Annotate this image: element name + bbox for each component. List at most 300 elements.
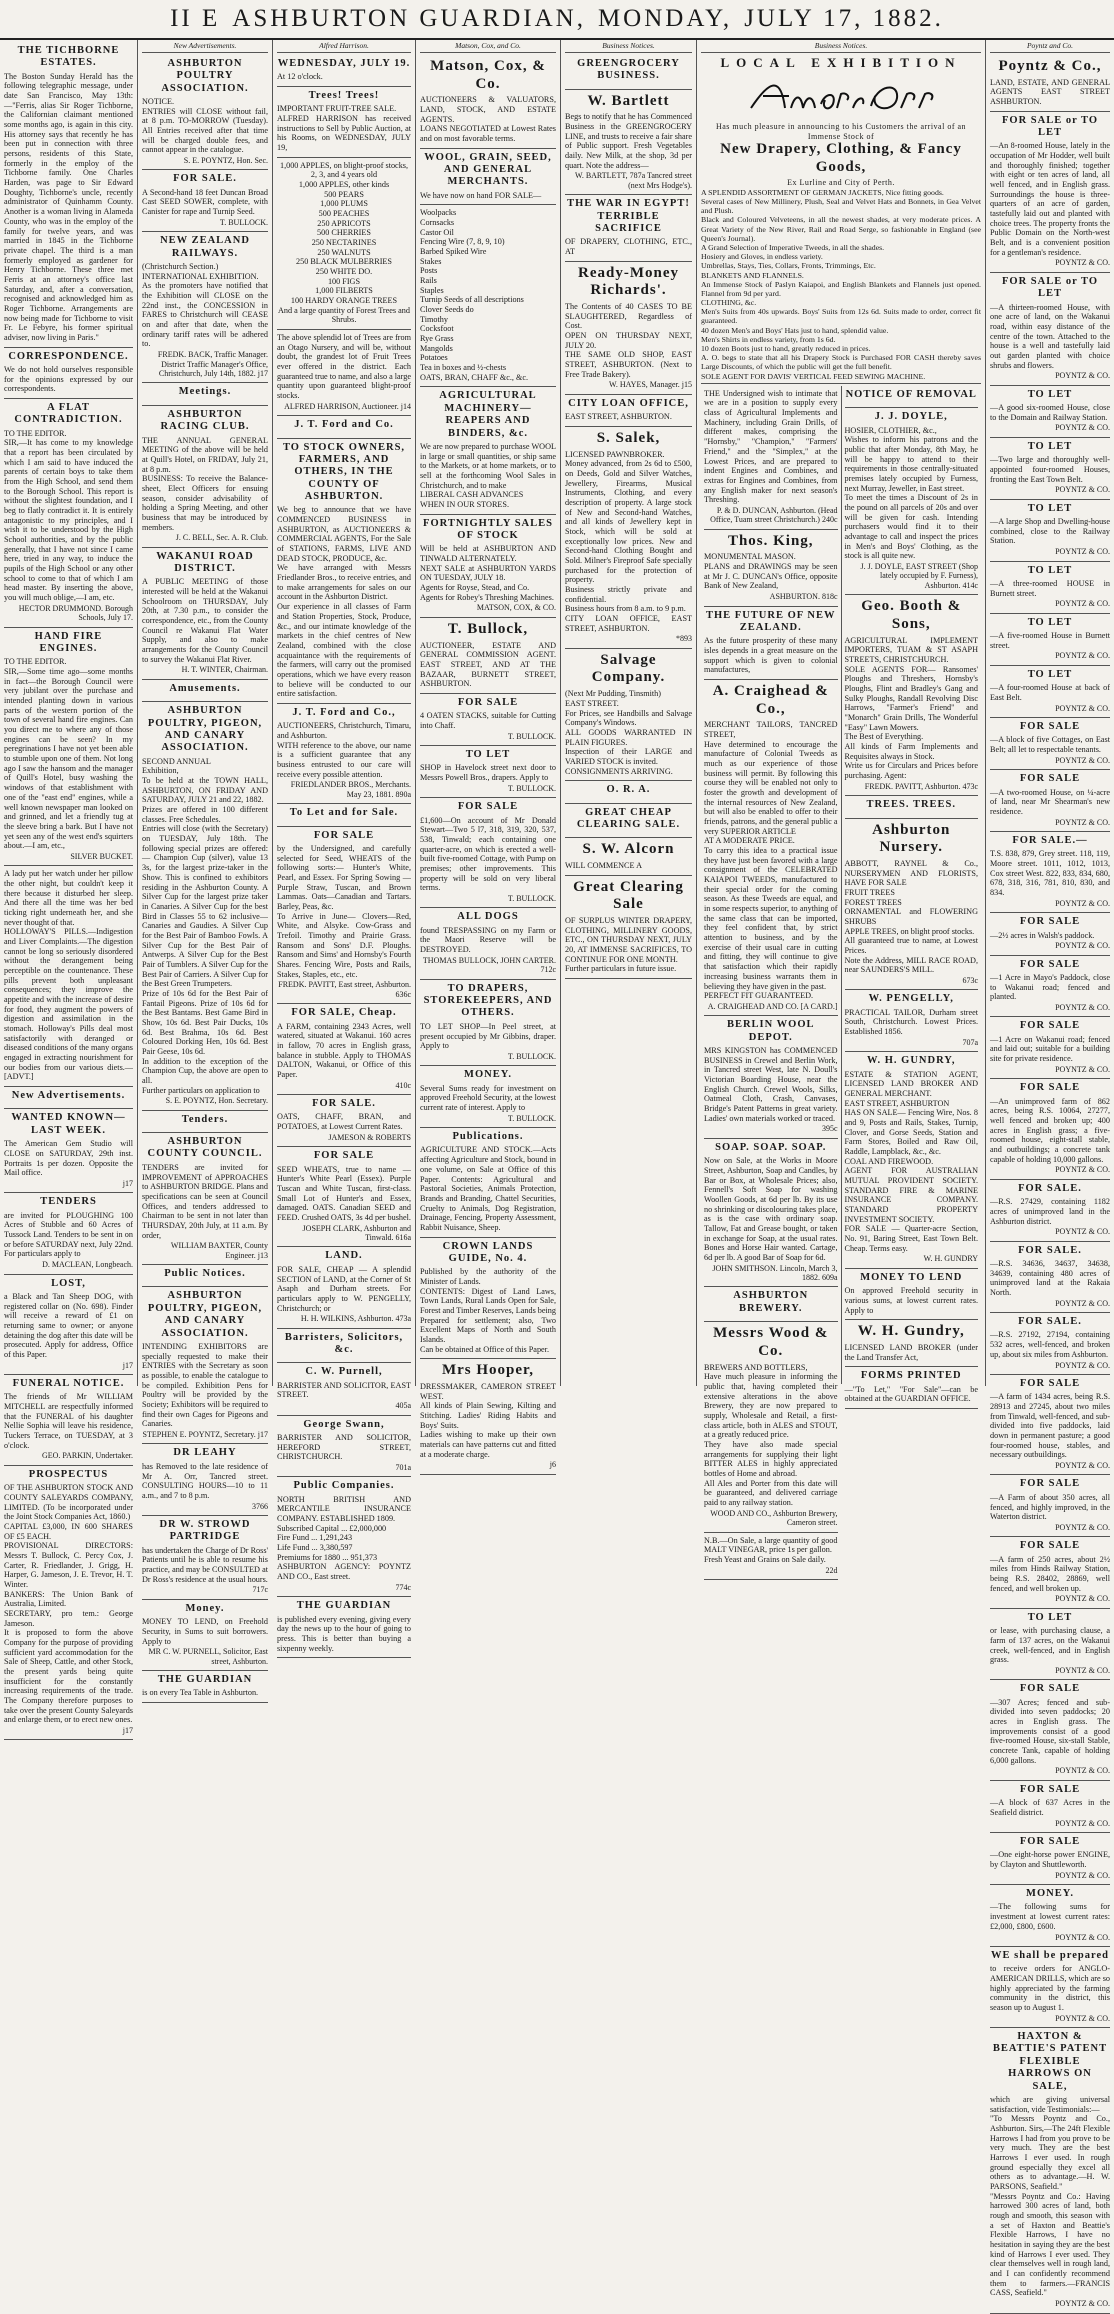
advertisement bbox=[420, 618, 556, 694]
advertisement bbox=[277, 1247, 411, 1328]
ad-title: CROWN LANDS GUIDE, No. 4. bbox=[442, 1240, 534, 1264]
ad-signature: POYNTZ & CO. bbox=[1055, 258, 1110, 268]
ad-title: CITY LOAN OFFICE, bbox=[568, 397, 689, 409]
ad-signature: POYNTZ & CO. bbox=[1055, 1818, 1110, 1828]
advertisement bbox=[565, 262, 692, 395]
ad-body: AUCTIONEERS & VALUATORS, LAND, STOCK, AND ESTATE AGENTS. LOANS NEGOTIATED at Lowest Rates and on most favorable terms. bbox=[420, 95, 556, 143]
advertisement bbox=[990, 55, 1110, 112]
ad-signature: JAMESON & ROBERTS bbox=[328, 1132, 411, 1142]
ad-body: —A three-roomed HOUSE in Burnett street. bbox=[990, 578, 1110, 598]
advertisement bbox=[845, 1269, 979, 1320]
advertisement bbox=[142, 1287, 268, 1444]
announcement-intro: Has much pleasure in announcing to his Customers the arrival of an Immense Stock of bbox=[715, 122, 967, 141]
advertisement bbox=[4, 348, 133, 399]
ad-body: IMPORTANT FRUIT-TREE SALE. ALFRED HARRISON has received instructions to Sell by Public Auction, at his Rooms, on WEDNESDAY, JULY 19, bbox=[277, 104, 411, 152]
advertisement bbox=[990, 1537, 1110, 1609]
wide-left-column bbox=[701, 386, 842, 1575]
ad-title: FORMS PRINTED bbox=[860, 1370, 962, 1382]
advertisement bbox=[142, 1600, 268, 1671]
advertisement bbox=[990, 1885, 1110, 1947]
ad-signature: j6 bbox=[549, 1460, 556, 1470]
ad-signature: W. BARTLETT, 787a Tancred street (next Mrs Hodge's). bbox=[575, 171, 692, 190]
ad-title: FOR SALE bbox=[1019, 1540, 1081, 1552]
ad-title: TO LET bbox=[1027, 564, 1073, 576]
advertisement bbox=[420, 387, 556, 514]
ad-body: ESTATE & STATION AGENT, LICENSED LAND BROKER AND GENERAL MERCHANT. EAST STREET, ASHBURTON HAS ON SALE— Fencing Wire, Nos. 8 and 9, Posts and Rails, Stakes, Turnip, Clover, and Gorse Seeds, Station and Farm Stores, Boiled and Raw Oil, Raddle, Lampblack, &c., &c. COAL AND FIREWOOD. AGENT FOR AUSTRALIAN MUTUAL PROVIDENT SOCIETY. STANDARD FIRE & MARINE INSURANCE COMPANY. STANDARD PROPERTY INVESTMENT SOCIETY. FOR SALE — Quarter-acre Section, No. 91, Baring Street, East Town Belt. Cheap. Terms easy. bbox=[844, 1069, 978, 1253]
ad-title: W. H. Gundry, bbox=[857, 1323, 965, 1340]
advertisement bbox=[565, 838, 692, 875]
ad-body: We do not hold ourselves responsible for the opinions expressed by our correspondents. bbox=[4, 364, 133, 394]
ad-title: WOOL, GRAIN, SEED, AND GENERAL MERCHANTS. bbox=[424, 151, 552, 188]
ad-body: by the Undersigned, and carefully selected for Seed, WHEATS of the following sorts:— Hunter's White, Pearl, and Essex. For Spring Sowing — Purple Straw, Tuscan, and Brown Lammas. Oats—Canadian and Tartars. Barley, Peas, &c. To Arrive in June— Clovers—Red, White, and Alsyke. Cow-Grass and Trefoil. Timothy and Prairie Grass. Ransom and Sons' D.F. Ploughs. Ransom and Sims' and Hornsby's Fourth Shares. Fencing Wire, Posts and Rails, Stakes, Staples, etc., etc. bbox=[277, 843, 411, 979]
masthead bbox=[0, 0, 1114, 40]
column-last bbox=[986, 40, 1114, 2309]
ad-body: —A thirteen-roomed House, with one acre of land, on the Wakanui road, within easy distance of the centre of the town. Attached to the house is a well and tastefully laid out garden planted with choice shrubs and flowers. bbox=[990, 302, 1110, 370]
ad-signature: POYNTZ & CO. bbox=[1055, 1932, 1110, 1942]
local-exhibition-banner: LOCAL EXHIBITION bbox=[720, 54, 962, 70]
ad-title: FOR SALE bbox=[313, 829, 375, 841]
ad-signature: MR C. W. PURNELL, Solicitor, East street, Ashburton. bbox=[148, 1647, 268, 1666]
advertisement bbox=[565, 90, 692, 196]
advertisement bbox=[845, 1052, 979, 1269]
ad-title: FOR SALE bbox=[457, 696, 519, 708]
ad-title: S. W. Alcorn bbox=[582, 841, 675, 858]
ad-title: BERLIN WOOL DEPOT. bbox=[726, 1019, 815, 1043]
ad-body: The Boston Sunday Herald has the following telegraphic message, under date San Francisco, May 13th:—"Ferris, alias Sir Roger Tichborne, the Californian claimant mentioned some months ago, is again in this city. His attorney says that recently he has been put in connection with three persons, residents of this State, formerly in the employ of the Tichborne family. One Charles Harden, was page to Sir Edward Doughty, Tichborne's uncle, recently administrator of Quinhamm County. Another is a woman living in Alameda County, who was in the employ of the family for twelve years, and was married in 1845 in the Tichborne private chapel. The third is a man formerly employed as gardener for Henry Tichborne. These three met Ferris at an attorney's office last Saturday, and, after a conversation, recognised and acknowledged him as Roger Tichborne. Arrangements are now being made for Tichborne to visit Fr. Le Febyre, his former spiritual adviser, now living in Paris." bbox=[4, 71, 133, 342]
advertisement bbox=[277, 416, 411, 438]
advertisement bbox=[4, 866, 133, 1087]
ad-title: FOR SALE. bbox=[1018, 1316, 1082, 1328]
ad-signature: POYNTZ & CO. bbox=[1055, 423, 1110, 433]
column-head: Business Notices. bbox=[701, 42, 981, 53]
advertisement bbox=[420, 798, 556, 908]
advertisement bbox=[142, 1444, 268, 1516]
ad-title: SOAP. SOAP. SOAP. bbox=[715, 1141, 827, 1153]
ad-body: We are now prepared to purchase WOOL in large or small quantities, or ship same to the Markets, or at home markets, or to sell at the forthcoming Wool Sales in Christchurch, and to make LIBERAL CASH ADVANCES WHEN IN OUR STORES. bbox=[420, 441, 556, 509]
ad-title: LAND. bbox=[325, 1250, 363, 1262]
ad-signature: j17 bbox=[122, 1360, 133, 1370]
announcement-headline-sub: Ex Lurline and City of Perth. bbox=[787, 178, 895, 188]
ad-body: MONEY TO LEND, on Freehold Security, in Sums to suit borrowers. Apply to bbox=[142, 1617, 268, 1646]
column-4 bbox=[416, 40, 561, 1470]
ad-title: Salvage Company. bbox=[591, 651, 666, 686]
advertisement bbox=[990, 832, 1110, 913]
ad-title: T. Bullock, bbox=[447, 620, 529, 637]
advertisement bbox=[565, 55, 692, 90]
advertisement bbox=[704, 1322, 838, 1532]
ad-signature: T. BULLOCK. bbox=[219, 217, 268, 227]
ad-body: (Christchurch Section.) INTERNATIONAL EXHIBITION. As the promoters have notified that the Exhibition will CLOSE on the 22nd inst., the CONCESSION in FARES to Christchurch will CEASE on and after that date, when the ordinary tariff rates will be adhered to. bbox=[142, 262, 268, 349]
ad-body: —An unimproved farm of 862 acres, being R.S. 10064, 27277, well fenced and broken up; 400 acres in English grass; a five-roomed house, eight-stall stable, and outbuildings; a concrete tank capable of holding 10,000 gallons. bbox=[990, 1096, 1110, 1164]
ad-title: FOR SALE. bbox=[1018, 1244, 1082, 1256]
ad-signature: POYNTZ & CO. bbox=[1055, 2013, 1110, 2023]
ad-body: We beg to announce that we have COMMENCED BUSINESS in ASHBURTON, as AUCTIONEERS & COMMERCIAL AGENTS, For the Sale of STATIONS, FARMS, LIVE AND DEAD STOCK, PRODUCE, &c. We have arranged with Messrs Friedlander Bros., to receive entries, and to make arrangements for sales on our account in the Ashburton District. Our experience in all classes of Farm and Station Properties, Stock, Produce, &c., and our intimate knowledge of the markets in the chief centres of New Zealand, combined with the close acquaintance with the requirements of the farmers, will carry out the promised operations, which we have every reason to believe will be conducted to our entire satisfaction. bbox=[277, 505, 411, 699]
ad-signature: POYNTZ & CO. bbox=[1055, 1522, 1110, 1532]
advertisement bbox=[420, 1066, 556, 1128]
advertisement bbox=[990, 112, 1110, 273]
divider bbox=[701, 383, 981, 384]
ad-title: Trees! Trees! bbox=[308, 89, 380, 101]
advertisement bbox=[277, 704, 411, 804]
ad-body: are invited for PLOUGHING 100 Acres of Stubble and 60 Acres of Tussock Land. Tenders to be sent in on or before SATURDAY next, July 22nd. For particulars apply to bbox=[4, 1210, 133, 1259]
ad-title: W. PENGELLY, bbox=[868, 993, 954, 1005]
ad-body: —A block of 637 Acres in the Seafield district. bbox=[990, 1798, 1110, 1817]
ad-title: FUNERAL NOTICE. bbox=[12, 1378, 125, 1390]
advertisement bbox=[420, 515, 556, 618]
ad-body: ABBOTT, RAYNEL & Co., NURSERYMEN AND FLORISTS, HAVE FOR SALE FRUIT TREES FOREST TREES ORNAMENTAL and FLOWERING SHRUBS APPLE TREES, on blight proof stocks. All guaranteed true to name, at Lowest Prices. Note the Address, MILL RACE ROAD, near SAUNDERS'S MILL. bbox=[844, 858, 978, 975]
ad-title: Great Clearing Sale bbox=[573, 878, 684, 913]
column-1 bbox=[0, 40, 138, 1736]
ad-body: AGRICULTURE AND STOCK.—Acts affecting Agriculture and Stock, bound in one volume, on Sale at Office of this Paper. Contents: Agricultural and Pastoral Societies, Animals Protection, Brands and Branding, Chattel Securities, Cruelty to Animals, Dog Registration, Drainage, Fencing, Property Assessment, Rabbit Nuisance, Sheep. bbox=[420, 1145, 556, 1232]
ad-title: THE WAR IN EGYPT! TERRIBLE SACRIFICE bbox=[567, 198, 690, 234]
ad-signature: 405a bbox=[395, 1401, 411, 1411]
ad-title: FOR SALE bbox=[1019, 1020, 1081, 1032]
ad-signature: 410c bbox=[395, 1080, 411, 1090]
ad-body: Published by the authority of the Minister of Lands. CONTENTS: Digest of Land Laws, Town Lands, Rural Lands Open for Sale, Forest and Timber Reserves, Lands being Prepared for settlement; also, Two Excellent Maps of North and South Islands. Can be obtained at Office of this Paper. bbox=[420, 1267, 556, 1354]
ad-signature: POYNTZ & CO. bbox=[1055, 1665, 1110, 1675]
column-head: Poyntz and Co. bbox=[990, 42, 1110, 53]
ad-title: WAKANUI ROAD DISTRICT. bbox=[156, 550, 254, 575]
ad-title: FOR SALE, Cheap. bbox=[291, 1007, 397, 1019]
ad-title: FOR SALE bbox=[1019, 1683, 1081, 1695]
ad-title: O. R. A. bbox=[606, 784, 651, 796]
ad-body: MONUMENTAL MASON. PLANS and DRAWINGS may be seen at Mr J. C. DUNCAN's Office, opposite Bank of New Zealand, bbox=[704, 552, 838, 591]
advertisement bbox=[277, 1363, 411, 1415]
ad-body: SECOND ANNUAL Exhibition, To be held at the TOWN HALL, ASHBURTON, ON FRIDAY AND SATURDAY, JULY 21 and 22, 1882. Prizes are offered in 100 different classes. Free Schedules. Entries will close (with the Secretary) on TUESDAY, July 18th. The following special prizes are offered:— Champion Cup (silver), value 13 3s, for the largest prize-taker in the Show. This is confined to exhibitors residing in the Ashburton County. A Silver Cup for the largest prize taker in Canaries. A Silver Cup for the best Bird in Classes 55 to 62 inclusive—Canaries and Gaudies. A Silver Cup for the Best Pair of Bamboo Fowls. A Silver Cup for the Best Pair of Antwerps. A Silver Cup for the Best Pair of Tumblers. A Silver Cup for the Best Pair of Carriers. A Silver Cup for the Best Green Trumpeters. Prize of 10s 6d for the Best Pair of Fantail Pigeons. Prize of 10s 6d for the Best Bantams. Best Game Bird in Show, 10s 6d. Best Pair Ducks, 10s 6d. Best Brahma, 10s 6d. Best Coloured Dorking Hen, 10s 6d. Best Pair Geese, 10s 6d. In addition to the exception of the Champion Cup, the above are open to all. Further particulars on application to bbox=[142, 756, 268, 1095]
ad-body: —"To Let," "For Sale"—can be obtained at the GUARDIAN OFFICE. bbox=[844, 1384, 978, 1404]
ad-signature: S. E. POYNTZ, Hon. Sec. bbox=[183, 156, 268, 165]
ad-title: GREENGROCERY BUSINESS. bbox=[577, 57, 680, 82]
ad-title: MONEY. bbox=[464, 1069, 512, 1081]
ad-title: FOR SALE or TO LET bbox=[1002, 275, 1098, 300]
advertisement bbox=[420, 1238, 556, 1360]
ad-signature: *893 bbox=[676, 634, 692, 644]
advertisement bbox=[845, 386, 979, 408]
ad-title: DR LEAHY bbox=[173, 1447, 237, 1459]
ad-body: As the future prosperity of these many isles depends in a great measure on the support which is given to colonial manufactures, bbox=[704, 636, 838, 675]
ad-body: N.B.—On Sale, a large quantity of good MALT VINEGAR, price 1s per gallon. Fresh Yeast and Grains on Sale daily. bbox=[704, 1535, 838, 1564]
ad-body: TO THE EDITOR. SIR,—It has come to my knowledge that a report has been circulated by which I am said to have induced the parents of certain boys to take them from the High School, and send them to the Borough School. This report is without the slightest foundation, and I beg to flatly contradict it. It is entirely antagonistic to my principles, and I wish it to be understood by the High School authorities, and by the public generally, that I have not since I came here, tried in any way, to induce the pupils of the High School or any other school to come to that of which I am head master. By inserting the above, you will much oblige,—I am, etc. bbox=[4, 428, 133, 603]
advertisement bbox=[704, 1016, 838, 1139]
ad-body: AGRICULTURAL IMPLEMENT IMPORTERS, TUAM & ST ASAPH STREETS, CHRISTCHURCH. SOLE AGENTS FOR— Ransomes' Ploughs and Threshers, Hornsby's Ploughs, Flint and Bradley's Gang and Sulky Ploughs, Randall Revolving Disc Harrows, "Farmer's Friend" and "Monarch" Grain Drills, The Wonderful "Easy" Lawn Mowers. The Best of Everything. All kinds of Farm Implements and Requisites always in Stock. Write us for Circulars and Prices before purchasing. Agent: bbox=[844, 635, 978, 781]
advertisement bbox=[565, 395, 692, 427]
ad-signature: POYNTZ & CO. bbox=[1055, 941, 1110, 951]
advertisement bbox=[4, 42, 133, 348]
ad-title: DR W. STROWD PARTRIDGE bbox=[159, 1518, 251, 1543]
ad-body: THE ANNUAL GENERAL MEETING of the above will be held at Quill's Hotel, on FRIDAY, July 21, at 8 p.m. BUSINESS: To receive the Balance-sheet, Elect Officers for ensuing season, consider advisability of holding a Spring Meeting, and other business that may be introduced by members. bbox=[142, 435, 268, 532]
column-head: Alfred Harrison. bbox=[277, 42, 411, 53]
ad-signature: FRIEDLANDER BROS., Merchants. May 23, 1881. 890a bbox=[290, 780, 411, 799]
ad-title: ASHBURTON POULTRY, PIGEON, AND CANARY ASSOCIATION. bbox=[147, 705, 263, 754]
ad-signature: SILVER BUCKET. bbox=[70, 851, 133, 861]
ad-title: TO LET bbox=[465, 749, 511, 761]
advertisement bbox=[704, 607, 838, 680]
advertisement bbox=[277, 827, 411, 1005]
advertisement bbox=[142, 232, 268, 383]
advertisement bbox=[277, 55, 411, 87]
advertisement bbox=[277, 1477, 411, 1597]
ad-body: NOTICE. ENTRIES will CLOSE without fail, at 8 p.m. TO-MORROW (Tuesday). All Entries received after that time will be charged double fees, and cannot appear in the catalogue. bbox=[142, 96, 268, 155]
ad-signature: W. HAYES, Manager. j15 bbox=[609, 380, 692, 390]
advertisement bbox=[142, 55, 268, 171]
advertisement bbox=[420, 908, 556, 979]
advertisement bbox=[704, 530, 838, 607]
advertisement bbox=[990, 1242, 1110, 1314]
ad-body: FOR SALE, CHEAP — A splendid SECTION of LAND, at the Corner of St Asaph and Durham streets. For particulars apply to W. PENGELLY, Christchurch; or bbox=[277, 1264, 411, 1313]
ad-signature: GEO. PARKIN, Undertaker. bbox=[41, 1451, 133, 1461]
ad-signature: FREDK. BACK, Traffic Manager. District Traffic Manager's Office, Christchurch, July 14th, 1882. j17 bbox=[157, 350, 268, 378]
advertisement bbox=[277, 158, 411, 330]
ad-title: FOR SALE bbox=[1019, 1478, 1081, 1490]
advertisement bbox=[565, 876, 692, 979]
advertisement bbox=[142, 680, 268, 702]
advertisement bbox=[277, 439, 411, 704]
ad-title: FOR SALE bbox=[1019, 1835, 1081, 1847]
ad-title: Thos. King, bbox=[727, 532, 814, 549]
ad-body: —A good six-roomed House, close to the Domain and Railway Station. bbox=[990, 403, 1110, 422]
ad-signature: 22d bbox=[825, 1565, 838, 1575]
ad-body: —A large Shop and Dwelling-house combined, close to the Railway Station. bbox=[990, 517, 1110, 546]
advertisement bbox=[704, 1287, 838, 1322]
ad-title: FOR SALE bbox=[1019, 773, 1081, 785]
ad-body: A lady put her watch under her pillow the other night, but couldn't keep it there because it disturbed her sleep. And there all the time was her bed ticking right underneath her, and she never thought of that. HOLLOWAY'S PILLS.—Indigestion and Liver Complaints.—The digestion cannot be long so seriously disordered without the derangement being perceptible on the countenance. These pills prevent both unpleasant consequences; they improve the appetite and with the increase of desire for food, they augment the powers of digestion and assimilation in the stomach. Holloway's Pills deal most satisfactorily with deranged or diseased conditions of the many organs engaged in extracting nourishment for our bodies from our various diets.—[ADVT.] bbox=[4, 869, 133, 1082]
ad-title: FOR SALE or TO LET bbox=[1002, 114, 1098, 138]
advertisement bbox=[142, 1516, 268, 1600]
ad-title: FOR SALE bbox=[1019, 916, 1081, 928]
advertisement bbox=[277, 1004, 411, 1095]
ad-body: PRACTICAL TAILOR, Durham street South, Christchurch. Lowest Prices. Established 1856. bbox=[844, 1007, 978, 1037]
ad-title: FOR SALE bbox=[313, 1150, 375, 1162]
ad-signature: W. H. GUNDRY bbox=[923, 1254, 978, 1264]
wide-right-column bbox=[842, 386, 982, 1404]
advertisement bbox=[142, 1111, 268, 1133]
ad-body: BARRISTER AND SOLICITOR, HEREFORD STREET, CHRISTCHURCH. bbox=[277, 1432, 411, 1462]
advertisement bbox=[420, 55, 556, 149]
ad-body: a Black and Tan Sheep DOG, with registered collar on (No. 698). Finder will receive a reward of £1 on returning same to owner; or anyone detaining the dog after this date will be prosecuted. Apply for address, Office of this Paper. bbox=[4, 1291, 133, 1359]
ad-body: INTENDING EXHIBITORS are specially requested to make their ENTRIES with the Secretary as soon as possible, to enable the catalogue to be compiled. Exhibition Pens for Poultry will be provided by the Society; Exhibitors will be required to find their own Cages for Pigeons and Canaries. bbox=[142, 1341, 268, 1429]
ad-body: The Contents of 40 CASES TO BE SLAUGHTERED, Regardless of Cost. OPEN ON THURSDAY NEXT, JULY 20. THE SAME OLD SHOP, EAST STREET, ASHBURTON. (Next to Free Trade Bakery). bbox=[565, 302, 692, 379]
ad-title: Tenders. bbox=[181, 1113, 229, 1125]
ad-title: Money. bbox=[185, 1602, 225, 1614]
ad-title: LOST, bbox=[51, 1277, 86, 1289]
ad-signature: POYNTZ & CO. bbox=[1055, 1360, 1110, 1370]
ad-body: OATS, CHAFF, BRAN, and POTATOES, at Lowest Current Rates. bbox=[277, 1112, 411, 1132]
ad-body: —R.S. 27429, containing 1182 acres of unimproved land in the Ashburton district. bbox=[990, 1197, 1110, 1226]
ad-signature: POYNTZ & CO. bbox=[1055, 1298, 1110, 1308]
advertisement bbox=[990, 1017, 1110, 1079]
ad-body: TO THE EDITOR. SIR,—Some time ago—some months in fact—the Borough Council were very jubilant over the purchase and intended planting down in various parts of the western portion of the town of several hand fire engines. Can you direct me to where any of those engines can be seen? In my peregrinations I have not yet been able to stumble upon one of them. Not long ago I saw the hansom and the manager of Quill's Hotel, busy washing the windows of that establishment with one of the "east end" engines, while a well known newspaper man looked on and grinned, and let a friendly tug at the sleeve bring a bark. But I have not yet seen any of the west end's squirters about.—I am, etc., bbox=[4, 657, 133, 851]
ad-title: WANTED KNOWN—LAST WEEK. bbox=[11, 1112, 126, 1136]
ad-title: A FLAT CONTRADICTION. bbox=[14, 401, 123, 426]
ad-body: —One eight-horse power ENGINE, by Clayton and Shuttleworth. bbox=[990, 1850, 1110, 1869]
ad-signature: J. J. DOYLE, EAST STREET (Shop lately occupied by F. Furness), Ashburton. 414c bbox=[860, 561, 978, 590]
ad-body: The above splendid lot of Trees are from an Otago Nursery, and will be, without doubt, the grandest lot of Fruit Trees ever offered in the district. Each guaranteed true to name, and also a large quantity upon guaranteed blight-proof stocks. bbox=[277, 333, 411, 401]
advertisement bbox=[990, 1781, 1110, 1833]
ad-title: Matson, Cox, & Co. bbox=[430, 57, 546, 92]
advertisement bbox=[704, 1533, 838, 1580]
ad-body: Several Sums ready for investment on approved Freehold Security, at the lowest current rate of interest. Apply to bbox=[420, 1083, 556, 1112]
ad-signature: 395c bbox=[821, 1124, 838, 1134]
advertisement bbox=[565, 804, 692, 839]
ad-body: MRS KINGSTON has COMMENCED BUSINESS in Crewel and Berlin Work, in Tancred street West, late N. Doull's Victorian Boarding House, near the English Church. Crewel Wools, Silks, Oatmeal Cloth, Crash, Canvases, Bridge's Patent Patterns in great variety. Ladies' own materials worked or traced. bbox=[704, 1046, 838, 1123]
ad-body: which are giving universal satisfaction, vide Testimonials:— "To Messrs Poyntz and Co., Ashburton. Sirs,—The 24ft Flexible Harrows I had from you prove to be very much. They are the best Harrows I ever used. In rough ground especially they excel all others as to advantage.—H. W. PARSONS, Seafield." "Messrs Poyntz and Co.: Having harrowed 300 acres of land, both rough and smooth, this season with a set of Haxton and Beattie's Flexible Harrows, I have no hesitation in saying they are the best kind of Harrows I ever used. They clear themselves well in rough land, and I can confidently recommend them to farmers.—FRANCIS CASS, Seafield." bbox=[990, 2094, 1110, 2298]
ad-body: We have now on hand FOR SALE— bbox=[420, 190, 542, 200]
ad-title: W. Bartlett bbox=[587, 92, 670, 109]
columns-container bbox=[0, 40, 1114, 2309]
ad-signature: T. BULLOCK. bbox=[507, 731, 556, 741]
advertisement bbox=[704, 680, 838, 1016]
ad-title: C. W. Purnell, bbox=[305, 1366, 383, 1378]
ad-body: 1,000 APPLES, on blight-proof stocks, 2, 3, and 4 years old 1,000 APPLES, other kinds 500 PEARS 1,000 PLUMS 500 PEACHES 250 APRICOTS 500 CHERRIES 250 NECTARINES 250 WALNUTS 250 BLACK MULBERRIES 250 WHITE DO. 100 FIGS 1,000 FILBERTS 100 HARDY ORANGE TREES And a large quantity of Forest Trees and Shrubs. bbox=[278, 160, 410, 325]
ad-signature: ALFRED HARRISON, Auctioneer. j14 bbox=[284, 401, 411, 411]
ad-title: Messrs Wood & Co. bbox=[713, 1325, 829, 1359]
column-wide bbox=[697, 40, 986, 1575]
ad-signature: T. BULLOCK. bbox=[507, 894, 556, 903]
ad-signature: H. T. WINTER, Chairman. bbox=[181, 665, 268, 675]
ad-title: FOR SALE.— bbox=[1012, 834, 1088, 846]
ad-body: has undertaken the Charge of Dr Ross' Patients until he is able to resume his practice, and may be CONSULTED at Dr Ross's residence at the usual hours. bbox=[142, 1545, 268, 1584]
ad-body: TO LET SHOP—In Peel street, at present occupied by Mr Gibbins, draper. Apply to bbox=[420, 1021, 556, 1051]
column-head: New Advertisements. bbox=[142, 42, 268, 53]
ad-body: has Removed to the late residence of Mr A. Orr, Tancred street. CONSULTING HOURS—10 to 11 a.m., and 7 to 8 p.m. bbox=[142, 1461, 268, 1500]
ad-signature: 673c bbox=[962, 975, 978, 985]
ad-title: NOTICE OF REMOVAL bbox=[845, 388, 977, 400]
ad-signature: A. CRAIGHEAD AND CO. [A CARD.] bbox=[707, 1001, 838, 1011]
ad-body: T.S. 838, 879, Grey street. 118, 119, Moore street. 1011, 1012, 1013, Cox street West. 822, 833, 834, 680, 678, 318, 316, 781, 810, 830, and 834. bbox=[990, 849, 1110, 898]
advertisement bbox=[990, 438, 1110, 500]
advertisement bbox=[990, 273, 1110, 386]
ad-signature: POYNTZ & CO. bbox=[1055, 703, 1110, 713]
ad-signature: POYNTZ & CO. bbox=[1055, 651, 1110, 661]
announcement-body: A SPLENDID ASSORTMENT OF GERMAN JACKETS, Nice fitting goods. Several cases of New Millinery, Plush, Seal and Velvet Hats and Bonnets, in Gea Velvet and Plush. Black and Coloured Velveteens, in all the newest shades, at very moderate prices. A Great Variety of the New River, Rail and Road Serge, so fashionable in England (see Queen's Journal). A Grand Selection of Imperative Tweeds, in all the shades. Hosiery and Gloves, in endless variety. Umbrellas, Stays, Ties, Collars, Fronts, Trimmings, Etc. BLANKETS AND FLANNELS. An Immense Stock of Paslyn Kaiapoi, and English Blankets and Flannels just opened. Flannel from 9d per yard. CLOTHING, &c. Men's Suits from 40s upwards. Boys' Suits from 12s 6d. Suits made to order, correct fit guaranteed. 40 dozen Men's and Boys' Hats just to hand, splendid value. Men's Shirts in endless variety, from 1s 6d. 10 dozen Boots just to hand, greatly reduced in prices. A. O. begs to state that all his Drapery Stock is Purchased FOR CASH thereby saves Large Discounts, of which the public will get the full benefit. SOLE AGENT FOR DAVIS' VERTICAL FEED SEWING MACHINE. bbox=[701, 187, 981, 381]
advertisement bbox=[845, 595, 979, 796]
ad-title: ALL DOGS bbox=[457, 911, 519, 923]
ad-title: THE TICHBORNE ESTATES. bbox=[17, 45, 120, 69]
advertisement bbox=[277, 1147, 411, 1247]
ad-title: S. Salek, bbox=[596, 429, 661, 446]
ad-body: —A farm of 1434 acres, being R.S. 28913 and 27245, about two miles from Tinwald, well-fenced, and sub-divided into five paddocks, laid down in permanent pasture; a good four-roomed house, stables, and necessary outbuildings. bbox=[990, 1392, 1110, 1460]
ad-title: New Advertisements. bbox=[11, 1090, 126, 1102]
ad-title: W. H. GUNDRY, bbox=[866, 1055, 956, 1067]
advertisement bbox=[420, 980, 556, 1067]
signature-flourish-icon bbox=[741, 74, 941, 118]
ad-title: GREAT CHEAP CLEARING SALE. bbox=[576, 806, 681, 830]
advertisement bbox=[4, 1109, 133, 1193]
ad-title: WE shall be prepared bbox=[991, 1949, 1109, 1961]
ad-signature: H. H. WILKINS, Ashburton. 473a bbox=[300, 1314, 411, 1324]
ad-body: AUCTIONEERS, Christchurch, Timaru, and Ashburton. WITH reference to the above, our name is a sufficient guarantee that any business entrusted to our care will receive every possible attention. bbox=[277, 721, 411, 779]
ad-signature: POYNTZ & CO. bbox=[1055, 485, 1110, 495]
ad-body: SHOP in Havelock street next door to Messrs Powell Bros., drapers. Apply to bbox=[420, 763, 556, 783]
ad-title: Geo. Booth & Sons, bbox=[861, 598, 962, 632]
ad-title: J. T. Ford and Co., bbox=[292, 706, 396, 718]
ad-body: A Second-hand 18 feet Duncan Broad Cast SEED SOWER, complete, with Canister for rape and Turnip Seed. bbox=[142, 187, 268, 217]
ad-body: BREWERS AND BOTTLERS, Have much pleasure in informing the public that, having completed their extensive alterations in the above Brewery, they are now prepared to supply, Wholesale and Retail, a first-class article, both in ALES and STOUT, at a greatly reduced price. They have also made special arrangements for supplying their light BITTER ALES in highly appreciated bottles of Home and abroad. All Ales and Porter from this date will be guaranteed, and delivered carriage paid to any railway station. bbox=[704, 1362, 838, 1508]
ad-title: J. J. DOYLE, bbox=[874, 411, 948, 423]
advertisement bbox=[420, 694, 556, 746]
ad-title: ASHBURTON POULTRY ASSOCIATION. bbox=[161, 57, 249, 94]
ad-title: FOR SALE bbox=[1019, 1377, 1081, 1389]
ad-title: Public Companies. bbox=[293, 1480, 395, 1492]
ad-title: ASHBURTON POULTRY, PIGEON, AND CANARY ASSOCIATION. bbox=[147, 1290, 263, 1339]
ad-signature: WOOD AND CO., Ashburton Brewery, Cameron street. bbox=[710, 1508, 838, 1528]
advertisement bbox=[990, 718, 1110, 770]
advertisement bbox=[565, 781, 692, 803]
ad-body: —The following sums for investment at lowest current rates: £2,000, £800, £600. bbox=[990, 1902, 1110, 1931]
ad-signature: POYNTZ & CO. bbox=[1055, 1766, 1110, 1776]
ad-signature: j17 bbox=[122, 1726, 133, 1736]
ad-body: —A farm of 250 acres, about 2½ miles from Hinds Railway Station, being R.S. 28402, 28869, well fenced, and well broken up. bbox=[990, 1554, 1110, 1593]
ad-title: TO LET bbox=[1027, 668, 1073, 680]
masthead-date: JULY 17, 1882. bbox=[744, 5, 944, 32]
column-head: Business Notices. bbox=[565, 42, 692, 53]
ad-body: —1 Acre in Mayo's Paddock, close to Wakanui road; fenced and planted. bbox=[990, 972, 1110, 1002]
ad-signature: FREDK. PAVITT, Ashburton. 473c bbox=[864, 781, 978, 791]
ad-title: THE GUARDIAN bbox=[157, 1674, 253, 1686]
ad-body: At 12 o'clock. bbox=[277, 72, 323, 82]
ad-body: —R.S. 27192, 27194, containing 532 acres, well-fenced, and broken up, about six miles from Ashburton. bbox=[990, 1330, 1110, 1359]
ad-body: —1 Acre on Wakanui road; fenced and laid out; suitable for a building site for private residence. bbox=[990, 1034, 1110, 1064]
ad-title: FOR SALE bbox=[1019, 958, 1081, 970]
advertisement bbox=[142, 1265, 268, 1287]
ad-body: —A two-roomed House, on ¼-acre of land, near Mr Shearman's new residence. bbox=[990, 787, 1110, 816]
ad-title: PROSPECTUS bbox=[28, 1468, 109, 1480]
advertisement bbox=[4, 399, 133, 628]
advertisement bbox=[704, 386, 838, 530]
advertisement bbox=[420, 1359, 556, 1475]
column-2 bbox=[138, 40, 273, 1698]
advertisement bbox=[845, 1367, 979, 1409]
advertisement bbox=[142, 383, 268, 405]
ad-title: FORTNIGHTLY SALES OF STOCK bbox=[423, 517, 553, 542]
advertisement bbox=[845, 990, 979, 1052]
ad-body: A FARM, containing 2343 Acres, well watered, situated at Wakanui. 160 acres in fallow, 70 acres in English grass, balance in stubble. Apply to THOMAS DALTON, Wakanui, or Office of this Paper. bbox=[277, 1021, 411, 1079]
ad-signature: POYNTZ & CO. bbox=[1055, 1870, 1110, 1880]
ad-title: ASHBURTON BREWERY. bbox=[733, 1290, 809, 1314]
ad-title: HAND FIRE ENGINES. bbox=[34, 630, 103, 655]
ad-signature: POYNTZ & CO. bbox=[1055, 817, 1110, 827]
column-head: Matson, Cox, and Co. bbox=[420, 42, 556, 53]
advertisement bbox=[142, 1133, 268, 1265]
advertisement bbox=[4, 1375, 133, 1466]
ad-body: THE Undersigned wish to intimate that we are in a position to supply every class of Agricultural Implements and Machinery, including Grain Drills, of different makes, comprising the "Hornsby," "Champion," "Farmers' Friend," and the "Simplex," at the Lowest Prices, and are prepared to indent Engines and Combines, and extras for Engines and Combines, from any English maker for next season's Threshing. bbox=[704, 388, 838, 505]
ad-body: —A Farm of about 350 acres, all fenced, and highly improved, in the Waterton district. bbox=[990, 1492, 1110, 1522]
ad-body: found TRESPASSING on my Farm or the Maori Reserve will be DESTROYED. bbox=[420, 925, 556, 955]
ad-signature: POYNTZ & CO. bbox=[1055, 1594, 1110, 1604]
advertisement bbox=[277, 1329, 411, 1364]
advertisement bbox=[277, 1095, 411, 1147]
advertisement bbox=[420, 1128, 556, 1237]
ad-title: Mrs Hooper, bbox=[441, 1362, 535, 1379]
ad-title: A. Craighead & Co., bbox=[712, 682, 829, 717]
advertisement bbox=[4, 1193, 133, 1274]
advertisement bbox=[990, 1313, 1110, 1375]
advertisement bbox=[990, 562, 1110, 614]
ad-title: TO LET bbox=[1027, 502, 1073, 514]
ad-signature: T. BULLOCK. bbox=[507, 783, 556, 793]
ad-body: NORTH BRITISH AND MERCANTILE INSURANCE COMPANY. ESTABLISHED 1809. Subscribed Capital ... £2,000,000 Fire Fund ... 1,291,243 Life Fund ... 3,380,597 Premiums for 1880 ... 951,373 ASHBURTON AGENCY: POYNTZ AND CO., East street. bbox=[277, 1494, 411, 1582]
ad-title: Meetings. bbox=[178, 386, 232, 398]
advertisement bbox=[990, 614, 1110, 666]
advertisement bbox=[420, 149, 556, 206]
advertisement bbox=[845, 1320, 979, 1367]
advertisement bbox=[990, 1609, 1110, 1681]
ad-signature: POYNTZ & CO. bbox=[1055, 1064, 1110, 1074]
ad-body: TENDERS are invited for IMPROVEMENT of APPROACHES to ASHBURTON BRIDGE. Plans and specifications can be seen at Council Offices, and tenders addressed to Chairman to be sent in not later than THURSDAY, 20th July, at 11 a.m. By order, bbox=[142, 1162, 268, 1240]
ad-title: Public Notices. bbox=[164, 1268, 246, 1280]
ad-body: —A five-roomed House in Burnett street. bbox=[990, 631, 1110, 650]
ad-body: OF THE ASHBURTON STOCK AND COUNTY SALEYARDS COMPANY, LIMITED. (To be incorporated under the Joint Stock Companies Act, 1860.) CAPITAL £3,000, IN 600 SHARES OF £5 EACH. PROVISIONAL DIRECTORS: Messrs T. Bullock, C. Percy Cox, J. Carter, R. Friedlander, J. Grigg, H. Harper, G. Jameson, J. E. Trevor, H. T. Winter. BANKERS: The Union Bank of Australia, Limited. SECRETARY, pro tem.: George Jameson. It is proposed to form the above Company for the purpose of providing sufficient yard accommodation for the Sale of Sheep, Cattle, and other Stock, the present yards being quite insufficient for the constantly increasing requirements of the trade. The Company therefore purposes to take over the present County Saleyards and enlarge them, or to erect new ones. bbox=[4, 1483, 133, 1725]
